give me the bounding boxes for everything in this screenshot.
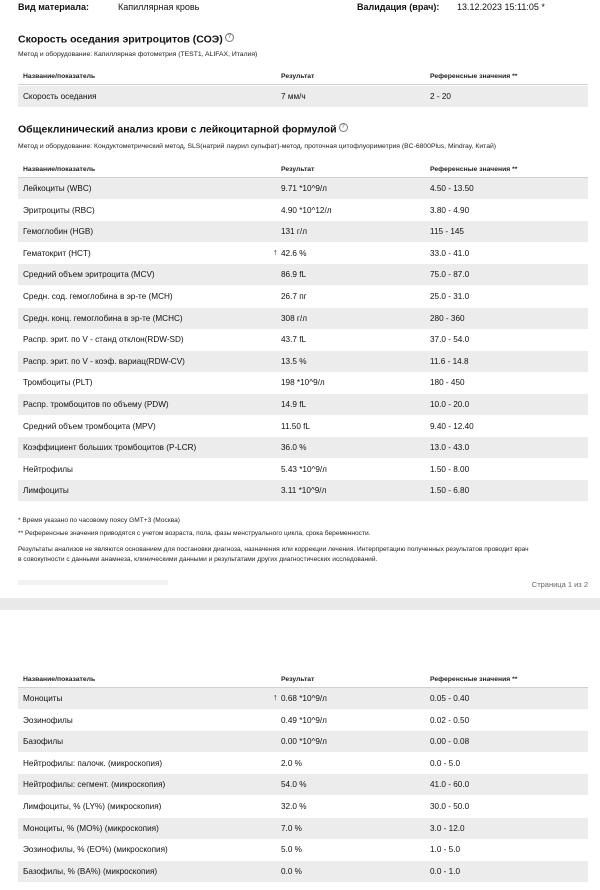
reference-range: 30.0 - 50.0 [430,802,470,811]
parameter-name: Коэффициент больших тромбоцитов (P-LCR) [23,443,197,453]
table-row [18,221,588,242]
result-value: 4.90 *10^12/л [281,205,332,215]
table-row [18,394,588,415]
reference-note: ** Референсные значения приводятся с учетом возраста, пола, фазы менструального цикла, срока беременности. [18,530,371,537]
table-row [18,329,588,350]
material-value: Капиллярная кровь [118,2,200,12]
table-row [18,774,588,795]
table-row [18,351,588,372]
reference-range: 280 - 360 [430,313,465,323]
reference-range: 0.0 - 1.0 [430,866,461,876]
parameter-name: Эозинофилы [23,715,73,725]
result-value: 5.0 % [281,845,302,855]
parameter-name: Лимфоциты, % (LY%) (микроскопия) [23,802,162,811]
parameter-name: Моноциты [23,694,63,703]
parameter-name: Нейтрофилы [23,464,73,474]
parameter-name: Средн. сод. гемоглобина в эр-те (MCH) [23,292,173,301]
result-value: 198 *10^9/л [281,378,325,388]
reference-range: 9.40 - 12.40 [430,421,474,431]
result-value: 13.5 % [281,356,307,366]
up-arrow-icon: ↑ [273,246,278,257]
result-value: 2.0 % [281,758,302,768]
col-header-reference: Референсные значения ** [430,73,518,80]
result-value: 32.0 % [281,802,307,811]
result-value: 43.7 fL [281,335,307,345]
table-row [18,796,588,817]
table-row [18,731,588,752]
table-divider [18,84,588,85]
parameter-name: Распр. тромбоцитов по объему (PDW) [23,400,169,409]
parameter-name: Эритроциты (RBC) [23,205,95,215]
cbc-method: Метод и оборудование: Кондуктометрический метод, SLS(натрий лаурил сульфат)-метод, проточная цитофлуориметрия (BC-6800Plus, Mindray, Китай) [18,143,497,150]
col-header-name: Название/показатель [23,73,96,80]
result-value: 7.0 % [281,823,302,833]
cbc-section-title: Общеклинический анализ крови с лейкоцитарной формулой ? [18,123,348,136]
result-value: 0.68 *10^9/л [281,694,327,703]
reference-range: 11.6 - 14.8 [430,356,469,366]
timezone-note: * Время указано по часовому поясу GMT+3 (Москва) [18,517,180,524]
reference-range: 0.05 - 0.40 [430,694,470,703]
result-value: 11.50 fL [281,421,310,431]
reference-range: 75.0 - 87.0 [430,270,470,280]
result-value: 54.0 % [281,780,307,790]
reference-range: 10.0 - 20.0 [430,400,470,409]
reference-range: 25.0 - 31.0 [430,292,470,301]
disclaimer-line-2: в совокупности с данными анамнеза, клиническими данными и результатами других диагностических исследований. [18,556,378,563]
reference-range: 13.0 - 43.0 [430,443,470,453]
reference-range: 2 - 20 [430,92,451,101]
table-row [18,459,588,480]
table-row [18,178,588,199]
parameter-name: Распр. эрит. по V - станд отклон(RDW-SD) [23,335,184,345]
reference-range: 0.00 - 0.08 [430,737,470,747]
esr-section-title: Скорость оседания эритроцитов (СОЭ) ? [18,33,234,46]
parameter-name: Нейтрофилы: сегмент. (микроскопия) [23,780,166,790]
table-row [18,416,588,437]
table-row [18,286,588,307]
result-value: 0.0 % [281,866,302,876]
reference-range: 3.0 - 12.0 [430,823,465,833]
reference-range: 0.02 - 0.50 [430,715,470,725]
table-row [18,861,588,882]
reference-range: 115 - 145 [430,227,464,237]
table-row [18,480,588,501]
reference-range: 3.80 - 4.90 [430,205,470,215]
parameter-name: Гематокрит (HCT) [23,248,91,258]
reference-range: 1.50 - 8.00 [430,464,470,474]
result-value: 86.9 fL [281,270,307,280]
result-value: 26.7 пг [281,292,307,301]
result-value: 0.00 *10^9/л [281,737,327,747]
reference-range: 33.0 - 41.0 [430,248,470,258]
parameter-name: Моноциты, % (MO%) (микроскопия) [23,823,159,833]
parameter-name: Нейтрофилы: палочк. (микроскопия) [23,758,163,768]
result-value: 42.6 % [281,248,307,258]
parameter-name: Средн. конц. гемоглобина в эр-те (MCHC) [23,313,183,323]
validation-label: Валидация (врач): [357,2,440,12]
col-header-result: Результат [281,73,315,80]
col-header-reference: Референсные значения ** [430,676,518,683]
page-number: Страница 1 из 2 [531,580,588,589]
up-arrow-icon: ↑ [273,692,278,702]
report-page-2 [0,610,600,890]
result-value: 7 мм/ч [281,92,306,101]
table-row [18,264,588,285]
table-row [18,86,588,107]
col-header-result: Результат [281,676,315,683]
table-row [18,688,588,709]
col-header-reference: Референсные значения ** [430,166,518,173]
reference-range: 37.0 - 54.0 [430,335,470,345]
reference-range: 4.50 - 13.50 [430,184,474,193]
table-row [18,308,588,329]
parameter-name: Средний объем эритроцита (MCV) [23,270,155,280]
parameter-name: Средний объем тромбоцита (MPV) [23,421,156,431]
reference-range: 180 - 450 [430,378,465,388]
reference-range: 41.0 - 60.0 [430,780,470,790]
page-separator [0,598,600,610]
parameter-name: Гемоглобин (HGB) [23,227,94,237]
table-row [18,839,588,860]
parameter-name: Лимфоциты [23,486,69,496]
validation-value: 13.12.2023 15:11:05 * [457,2,545,12]
parameter-name: Лейкоциты (WBC) [23,184,92,193]
help-icon[interactable]: ? [339,123,348,132]
parameter-name: Тромбоциты (PLT) [23,378,93,388]
parameter-name: Эозинофилы, % (EO%) (микроскопия) [23,845,168,855]
table-row [18,753,588,774]
col-header-result: Результат [281,166,315,173]
col-header-name: Название/показатель [23,676,96,683]
result-value: 36.0 % [281,443,307,453]
esr-method: Метод и оборудование: Капиллярная фотометрия (TEST1, ALIFAX, Италия) [18,51,258,58]
parameter-name: Распр. эрит. по V - коэф. вариац(RDW-CV) [23,356,185,366]
reference-range: 0.0 - 5.0 [430,758,461,768]
parameter-name: Скорость оседания [23,92,97,101]
reference-range: 1.50 - 6.80 [430,486,470,496]
result-value: 0.49 *10^9/л [281,715,327,725]
disclaimer-line-1: Результаты анализов не являются основанием для постановки диагноза, назначения или коррекции лечения. Интерпретацию полученных результатов проводит врач [18,546,529,553]
table-row [18,437,588,458]
result-value: 131 г/л [281,227,307,237]
footer-faint-text [18,580,168,585]
result-value: 308 г/л [281,313,307,323]
result-value: 5.43 *10^9/л [281,464,327,474]
table-row [18,200,588,221]
table-row [18,372,588,393]
help-icon[interactable]: ? [225,33,234,42]
table-row [18,710,588,731]
table-row [18,243,588,264]
table-row [18,818,588,839]
col-header-name: Название/показатель [23,166,96,173]
result-value: 3.11 *10^9/л [281,486,327,496]
reference-range: 1.0 - 5.0 [430,845,461,855]
material-label: Вид материала: [18,2,89,12]
parameter-name: Базофилы, % (BA%) (микроскопия) [23,866,158,876]
parameter-name: Базофилы [23,737,64,747]
result-value: 9.71 *10^9/л [281,184,327,193]
result-value: 14.9 fL [281,400,307,409]
